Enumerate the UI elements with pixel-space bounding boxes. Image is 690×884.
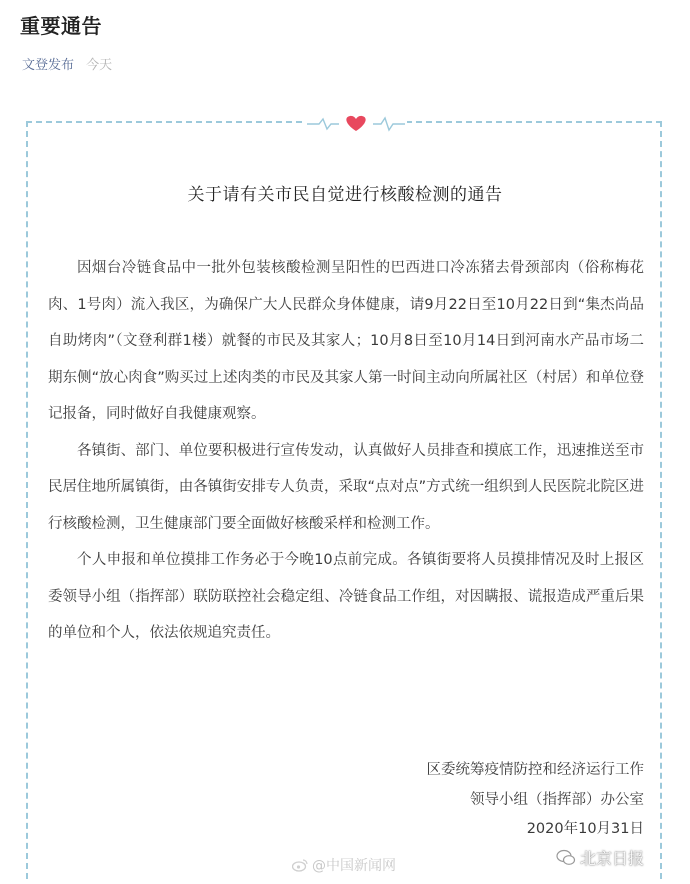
watermark-left-text: @中国新闻网	[312, 858, 396, 874]
paragraph-3: 个人申报和单位摸排工作务必于今晚10点前完成。各镇街要将人员摸排情况及时上报区委领导小组（指挥部）联防联控社会稳定组、冷链食品工作组，对因瞒报、谎报造成严重后果的单位和个人，依法依规追究责任。	[48, 552, 644, 641]
signature-org-line1: 区委统筹疫情防控和经济运行工作	[426, 762, 644, 778]
wechat-icon	[556, 849, 576, 866]
notice-body	[48, 250, 644, 652]
publish-time: 今天	[86, 58, 113, 73]
signature-org-line2: 领导小组（指挥部）办公室	[470, 791, 644, 808]
watermark-weibo	[292, 855, 396, 875]
notice-signature	[427, 756, 645, 845]
watermark-right-text: 北京日报	[580, 849, 645, 868]
signature-date: 2020年10月31日	[526, 821, 644, 837]
weibo-icon	[292, 858, 308, 872]
heart-icon	[346, 116, 365, 131]
article-meta	[22, 54, 112, 73]
article-title: 重要通告	[20, 14, 102, 38]
author-link[interactable]: 文登发布	[22, 58, 75, 73]
notice-title: 关于请有关市民自觉进行核酸检测的通告	[187, 185, 503, 205]
heartbeat-decoration	[305, 112, 407, 134]
watermark-beijing-daily	[556, 846, 644, 869]
paragraph-2: 各镇街、部门、单位要积极进行宣传发动，认真做好人员排查和摸底工作，迅速推送至市民居住地所属镇街，由各镇街安排专人负责，采取“点对点”方式统一组织到人民医院北院区进行核酸检测，卫生健康部门要全面做好核酸采样和检测工作。	[48, 442, 644, 532]
paragraph-1: 因烟台冷链食品中一批外包装核酸检测呈阳性的巴西进口冷冻猪去骨颈部肉（俗称梅花肉、1号肉）流入我区，为确保广大人民群众身体健康，请9月22日至10月22日到“集杰尚品自助烤肉”（文登利群1楼）就餐的市民及其家人；10月8日至10月14日到河南水产品市场二期东侧“放心肉食”购买过上述肉类的市民及其家人第一时间主动向所属社区（村居）和单位登记报备，同时做好自我健康观察。	[48, 260, 644, 422]
